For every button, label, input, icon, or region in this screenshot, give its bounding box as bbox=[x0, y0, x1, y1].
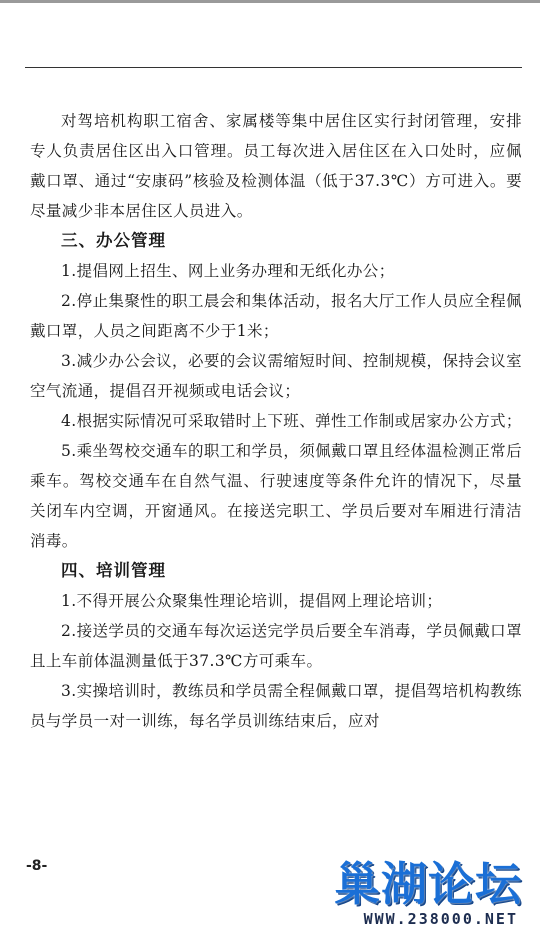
training-item-1: 1.不得开展公众聚集性理论培训，提倡网上理论培训； bbox=[61, 592, 443, 610]
forum-watermark bbox=[330, 848, 530, 938]
office-item-4: 4.根据实际情况可采取错时上下班、弹性工作制或居家办公方式； bbox=[61, 412, 522, 430]
section-heading-office: 三、办公管理 bbox=[61, 231, 166, 250]
watermark-url: WWW.238000.NET bbox=[363, 910, 518, 928]
training-item-3: 3.实操培训时，教练员和学员需全程佩戴口罩，提倡驾培机构教练员与学员一对一训练，每名学员训练结束后，应对 bbox=[30, 682, 522, 730]
training-item-2: 2.接送学员的交通车每次运送完学员后要全车消毒，学员佩戴口罩且上车前体温测量低于37.3℃方可乘车。 bbox=[30, 622, 522, 670]
top-border bbox=[0, 0, 540, 3]
section-heading-training: 四、培训管理 bbox=[61, 561, 166, 580]
watermark-logo: 巢湖论坛 bbox=[334, 857, 522, 911]
document-body bbox=[30, 106, 522, 736]
intro-paragraph: 对驾培机构职工宿舍、家属楼等集中居住区实行封闭管理，安排专人负责居住区出入口管理。员工每次进入居住区在入口处时，应佩戴口罩、通过“安康码”核验及检测体温（低于37.3℃）方可进入。要尽量减少非本居住区人员进入。 bbox=[30, 112, 522, 220]
header-rule bbox=[25, 67, 522, 68]
office-item-2: 2.停止集聚性的职工晨会和集体活动，报名大厅工作人员应全程佩戴口罩，人员之间距离不少于1米； bbox=[30, 292, 522, 340]
page-number: -8- bbox=[26, 858, 48, 874]
office-item-5: 5.乘坐驾校交通车的职工和学员，须佩戴口罩且经体温检测正常后乘车。驾校交通车在自然气温、行驶速度等条件允许的情况下，尽量关闭车内空调，开窗通风。在接送完职工、学员后要对车厢进行清洁消毒。 bbox=[30, 442, 522, 550]
office-item-3: 3.减少办公会议，必要的会议需缩短时间、控制规模，保持会议室空气流通，提倡召开视频或电话会议； bbox=[30, 352, 522, 400]
office-item-1: 1.提倡网上招生、网上业务办理和无纸化办公； bbox=[61, 262, 395, 280]
